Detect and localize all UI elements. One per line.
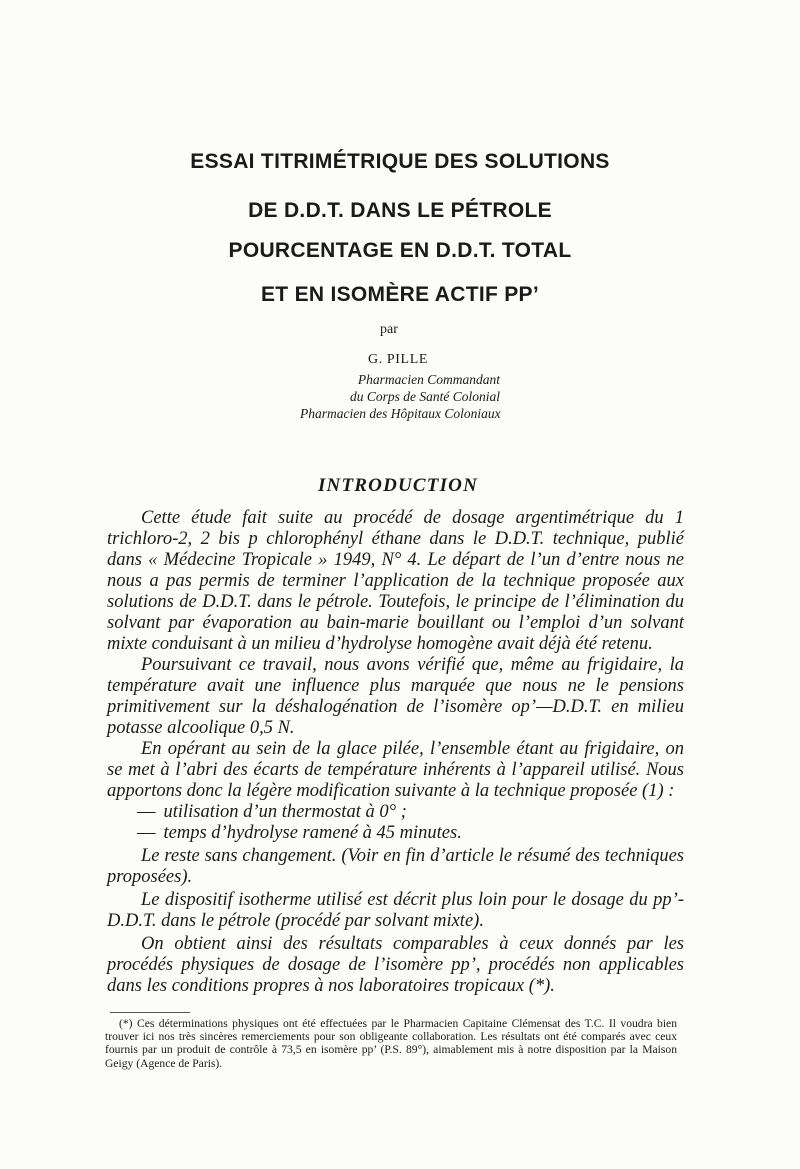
title-line-1: ESSAI TITRIMÉTRIQUE DES SOLUTIONS bbox=[190, 150, 610, 173]
title-line-4: ET EN ISOMÈRE ACTIF PP’ bbox=[261, 283, 539, 306]
paragraph-3: En opérant au sein de la glace pilée, l’ensemble étant au frigidaire, on se met à l’abri des écarts de température inhérents à l’appareil utilisé. Nous apportons donc la légère modification suivante à la technique proposée (1) : bbox=[107, 739, 684, 801]
section-heading: INTRODUCTION bbox=[317, 475, 479, 496]
paragraph-2: Poursuivant ce travail, nous avons vérifié que, même au frigidaire, la température avait une influence plus marquée que nous ne le pensions primitivement sur la déshalogénation de l’isomère op’—D.D.T. en milieu potasse alcoolique 0,5 N. bbox=[107, 655, 684, 738]
list-dash: — bbox=[137, 802, 156, 822]
list-item bbox=[137, 823, 684, 844]
paragraph-1: Cette étude fait suite au procédé de dosage argentimétrique du 1 trichloro-2, 2 bis p chlorophényl éthane dans le D.D.T. technique, publié dans « Médecine Tropicale » 1949, N° 4. Le départ de l’un d’entre nous ne nous a pas permis de terminer l’application de la technique proposée aux solutions de D.D.T. dans le pétrole. Toutefois, le principe de l’élimination du solvant par évaporation au bain-marie bouillant ou l’emploi d’un solvant mixte conduisant à un milieu d’hydrolyse homogène avait déjà été retenu. bbox=[107, 508, 684, 654]
byline: par bbox=[380, 322, 398, 337]
author-name: G. PILLE bbox=[367, 352, 428, 367]
footnote: (*) Ces déterminations physiques ont été effectuées par le Pharmacien Capitaine Clémensat des T.C. Il voudra bien trouver ici nos très sincères remerciements pour son obligeante collaboration. Les résultats ont été comparés avec ceux fournis par un produit de contrôle à 73,5 en isomère pp’ (P.S. 89°), aimablement mis à notre disposition par la Maison Geigy (Agence de Paris). bbox=[105, 1017, 677, 1070]
paragraph-5: Le dispositif isotherme utilisé est décrit plus loin pour le dosage du pp’-D.D.T. dans le pétrole (procédé par solvant mixte). bbox=[107, 890, 684, 931]
list-item-text: utilisation d’un thermostat à 0° ; bbox=[163, 802, 407, 822]
footnote-divider bbox=[110, 1012, 190, 1013]
paragraph-4: Le reste sans changement. (Voir en fin d’article le résumé des techniques proposées). bbox=[107, 846, 684, 887]
affiliation-line-2: du Corps de Santé Colonial bbox=[349, 389, 500, 404]
paragraph-6: On obtient ainsi des résultats comparables à ceux donnés par les procédés physiques de dosage de l’isomère pp’, procédés non applicables dans les conditions propres à nos laboratoires tropicaux (*). bbox=[107, 934, 684, 996]
affiliation-line-3: Pharmacien des Hôpitaux Coloniaux bbox=[300, 406, 501, 421]
title-line-3: POURCENTAGE EN D.D.T. TOTAL bbox=[228, 239, 572, 262]
modification-list bbox=[107, 802, 684, 844]
affiliation-line-1: Pharmacien Commandant bbox=[357, 372, 500, 387]
list-dash: — bbox=[137, 823, 156, 843]
list-item-text: temps d’hydrolyse ramené à 45 minutes. bbox=[163, 823, 462, 843]
body-text bbox=[107, 508, 684, 997]
title-line-2: DE D.D.T. DANS LE PÉTROLE bbox=[248, 199, 552, 222]
list-item bbox=[137, 802, 684, 823]
